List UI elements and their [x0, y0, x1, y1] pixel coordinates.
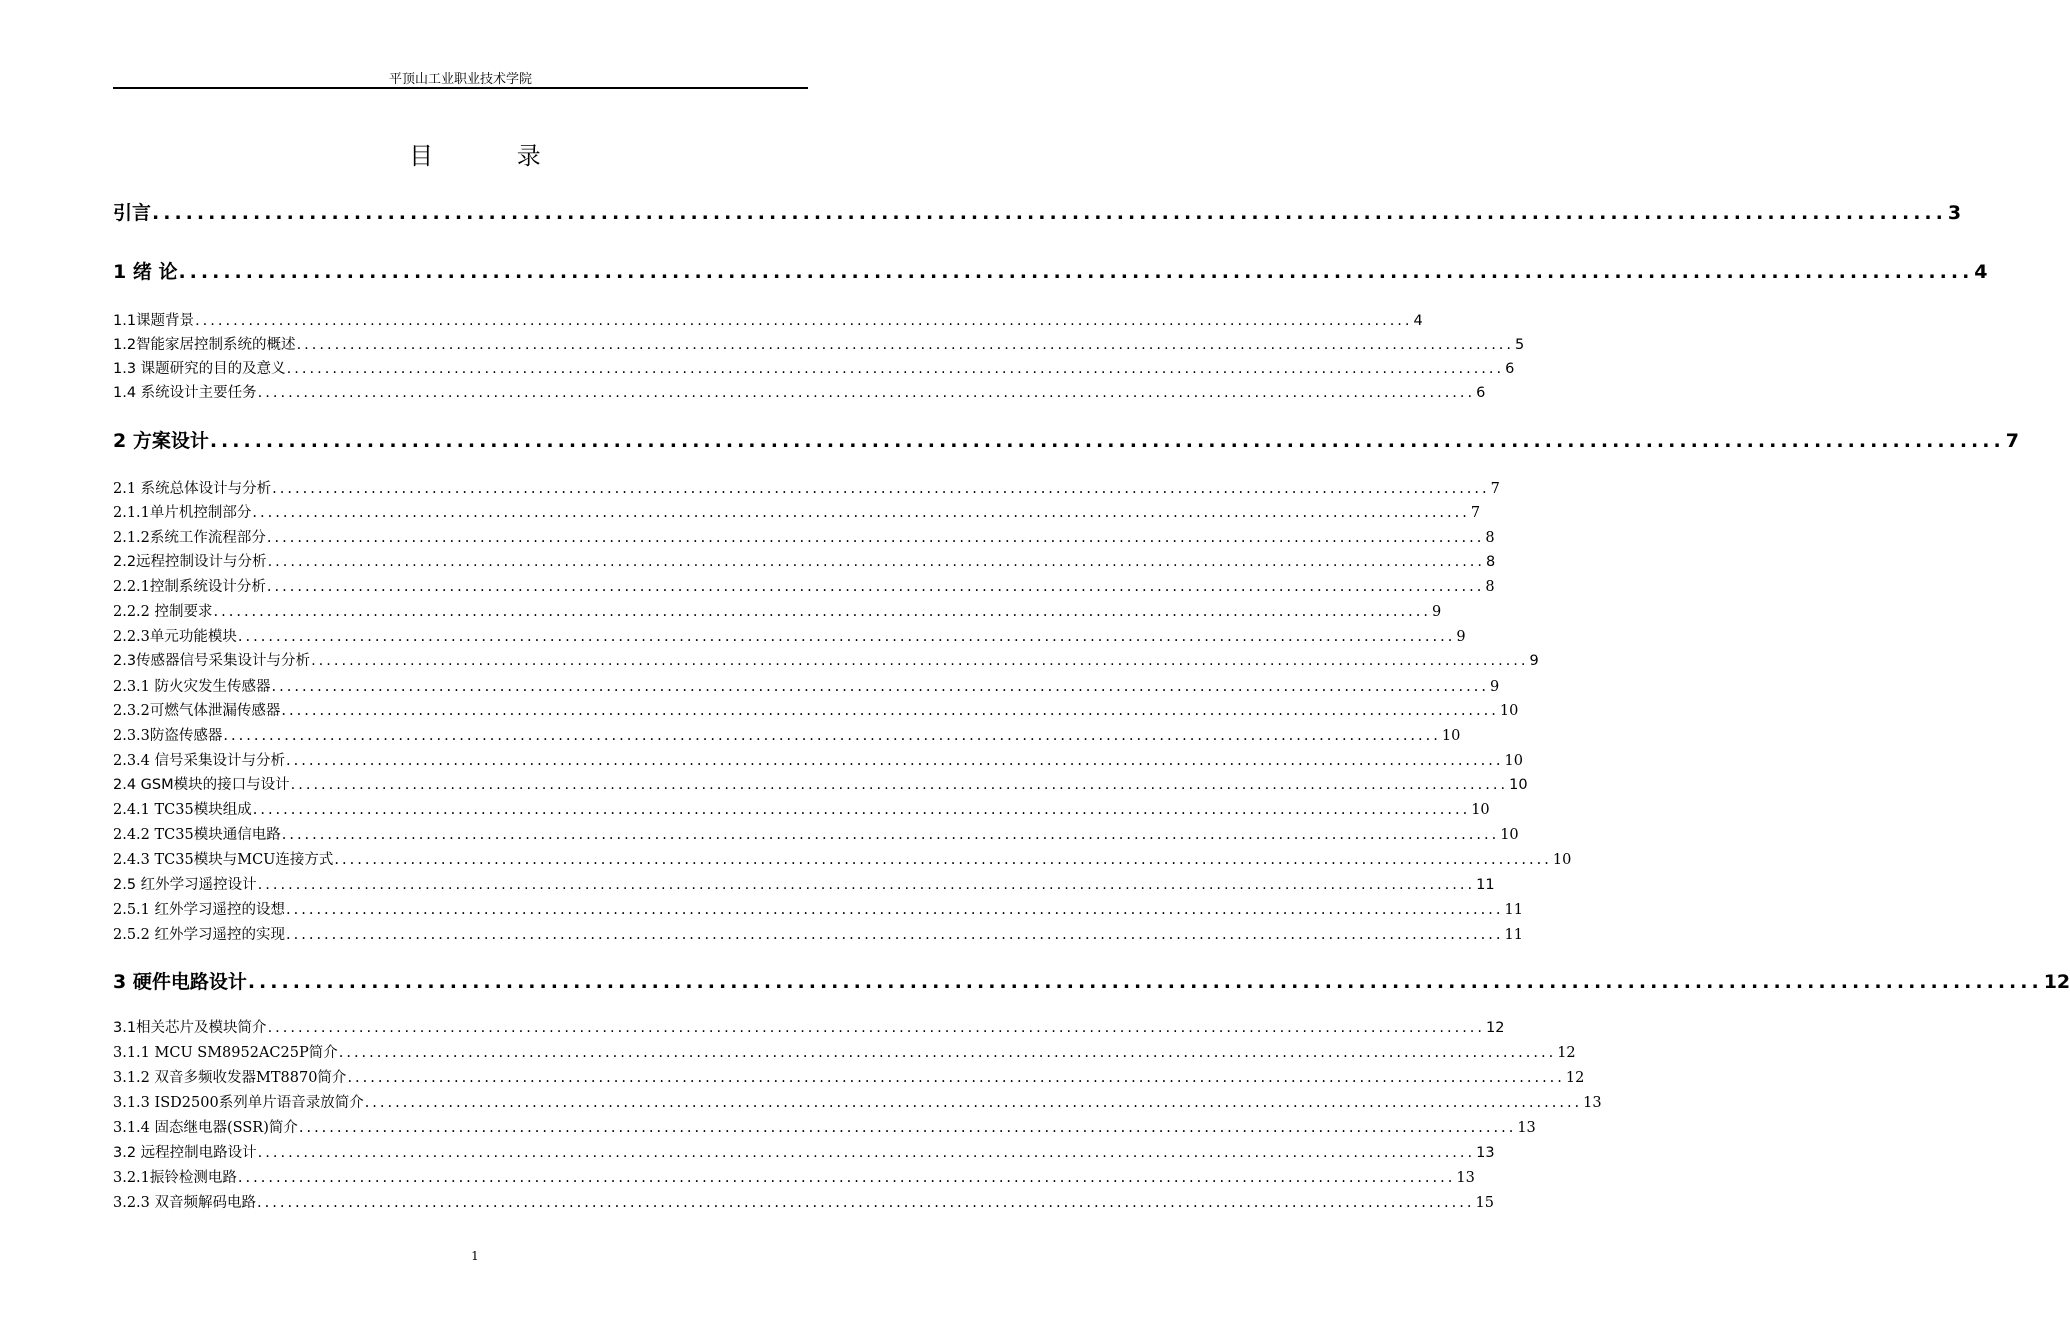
toc-entry-label: 2.3传感器信号采集设计与分析	[113, 653, 311, 669]
toc-entry-page: 5	[1515, 337, 1525, 353]
toc-entry-page: 10	[1504, 753, 1523, 769]
toc-entry-label: 1.1课题背景	[113, 313, 195, 329]
toc-entry-label: 3.2.3 双音频解码电路	[113, 1195, 257, 1211]
toc-entry[interactable]	[113, 1066, 1585, 1087]
toc-entry-label: 1.3 课题研究的目的及意义	[113, 361, 286, 377]
toc-leader: ................................................................................................................................................................	[257, 877, 1476, 893]
toc-entry-page: 3	[1947, 202, 1962, 224]
toc-entry-page: 8	[1485, 530, 1495, 546]
toc-entry-page: 8	[1485, 579, 1495, 595]
toc-entry-label: 3.2 远程控制电路设计	[113, 1145, 257, 1161]
page-header: 平顶山工业职业技术学院	[388, 72, 532, 87]
toc-leader: ................................................................................................................................................................	[271, 679, 1489, 695]
toc-entry-label: 2.3.2可燃气体泄漏传感器	[113, 703, 281, 719]
toc-entry-page: 10	[1499, 703, 1519, 719]
toc-entry-page: 10	[1552, 852, 1572, 868]
toc-entry-page: 12	[1565, 1070, 1585, 1086]
toc-entry-page: 8	[1486, 554, 1496, 570]
toc-leader: ................................................................................................................................................................	[298, 1120, 1517, 1136]
toc-leader: ................................................................................................................................................................	[286, 902, 1504, 918]
toc-entry[interactable]	[113, 724, 1461, 745]
toc-leader: ................................................................................................................................................................	[252, 505, 1470, 521]
toc-entry[interactable]	[113, 1091, 1602, 1112]
toc-entry-page: 7	[2005, 430, 2019, 452]
toc-leader: ................................................................................................................................................................	[195, 313, 1413, 329]
toc-leader: ................................................................................................................................................................	[152, 202, 1947, 224]
toc-leader: ................................................................................................................................................................	[257, 1145, 1476, 1161]
toc-leader: ................................................................................................................................................................	[296, 337, 1515, 353]
toc-entry[interactable]	[113, 823, 1519, 844]
toc-entry[interactable]	[113, 1041, 1576, 1062]
header-rule	[113, 87, 808, 89]
page-number: 1	[471, 1249, 479, 1263]
toc-entry-label: 2.3.1 防火灾发生传感器	[113, 679, 271, 695]
toc-entry-label: 1.2智能家居控制系统的概述	[113, 337, 296, 353]
toc-entry-label: 3.1.2 双音多频收发器MT8870简介	[113, 1070, 347, 1086]
toc-entry[interactable]	[113, 333, 1525, 354]
toc-leader: ................................................................................................................................................................	[338, 1045, 1557, 1061]
toc-entry[interactable]	[113, 1166, 1475, 1187]
toc-entry-page: 6	[1505, 361, 1515, 377]
toc-leader: ................................................................................................................................................................	[334, 852, 1552, 868]
toc-entry-page: 13	[1476, 1145, 1495, 1161]
toc-leader: ................................................................................................................................................................	[237, 629, 1456, 645]
toc-entry-page: 7	[1490, 481, 1500, 497]
toc-entry-page: 13	[1456, 1170, 1475, 1186]
toc-leader: ................................................................................................................................................................	[364, 1095, 1583, 1111]
toc-entry-label: 3 硬件电路设计	[113, 971, 247, 993]
toc-entry-label: 2.1 系统总体设计与分析	[113, 481, 272, 497]
toc-leader: ................................................................................................................................................................	[281, 703, 1499, 719]
toc-leader: ................................................................................................................................................................	[209, 430, 2005, 452]
toc-entry[interactable]	[113, 357, 1515, 378]
toc-leader: ................................................................................................................................................................	[267, 554, 1486, 570]
toc-entry-label: 1 绪 论	[113, 261, 178, 283]
toc-entry-label: 3.1相关芯片及模块简介	[113, 1020, 267, 1036]
toc-entry[interactable]	[113, 898, 1523, 919]
toc-entry[interactable]	[113, 675, 1500, 696]
toc-entry-page: 13	[1583, 1095, 1602, 1111]
toc-leader: ................................................................................................................................................................	[311, 653, 1529, 669]
toc-entry[interactable]	[113, 699, 1519, 720]
toc-entry-label: 3.2.1振铃检测电路	[113, 1170, 237, 1186]
toc-entry[interactable]	[113, 625, 1466, 646]
toc-entry-page: 9	[1529, 653, 1539, 669]
toc-entry-label: 2.4 GSM模块的接口与设计	[113, 777, 290, 793]
toc-entry-label: 2.2.2 控制要求	[113, 604, 213, 620]
toc-entry-page: 4	[1413, 313, 1423, 329]
toc-leader: ................................................................................................................................................................	[290, 777, 1509, 793]
toc-entry-label: 2.1.1单片机控制部分	[113, 505, 252, 521]
toc-leader: ................................................................................................................................................................	[286, 361, 1505, 377]
toc-entry-label: 2 方案设计	[113, 430, 209, 452]
toc-entry[interactable]	[113, 1116, 1536, 1137]
toc-leader: ................................................................................................................................................................	[286, 753, 1504, 769]
toc-entry-label: 2.2.3单元功能模块	[113, 629, 237, 645]
toc-entry-label: 2.2.1控制系统设计分析	[113, 579, 266, 595]
toc-entry-page: 9	[1431, 604, 1442, 620]
toc-entry[interactable]	[113, 477, 1500, 498]
toc-entry-label: 2.3.4 信号采集设计与分析	[113, 753, 286, 769]
toc-leader: ................................................................................................................................................................	[178, 261, 1974, 283]
toc-entry[interactable]	[113, 309, 1423, 330]
toc-entry[interactable]	[113, 873, 1495, 894]
toc-title: 目 录	[409, 142, 579, 170]
toc-entry-page: 12	[1486, 1020, 1505, 1036]
toc-leader: ................................................................................................................................................................	[257, 1195, 1475, 1211]
toc-entry-label: 引言	[113, 202, 152, 224]
toc-leader: ................................................................................................................................................................	[266, 530, 1485, 546]
toc-entry-page: 11	[1476, 877, 1495, 893]
toc-entry-label: 3.1.4 固态继电器(SSR)简介	[113, 1120, 298, 1136]
toc-entry-page: 10	[1500, 827, 1519, 843]
toc-entry-label: 2.1.2系统工作流程部分	[113, 530, 266, 546]
toc-leader: ................................................................................................................................................................	[267, 1020, 1486, 1036]
toc-leader: ................................................................................................................................................................	[213, 604, 1431, 620]
toc-leader: ................................................................................................................................................................	[252, 802, 1471, 818]
toc-entry-label: 2.5.1 红外学习遥控的设想	[113, 902, 286, 918]
toc-entry-label: 3.1.1 MCU SM8952AC25P简介	[113, 1045, 338, 1061]
toc-entry-page: 9	[1489, 679, 1500, 695]
toc-entry[interactable]	[113, 1191, 1494, 1212]
toc-entry-page: 10	[1509, 777, 1528, 793]
toc-entry-intro[interactable]	[113, 198, 1962, 225]
toc-entry-ch2[interactable]	[113, 426, 2019, 453]
toc-entry[interactable]	[113, 1141, 1495, 1162]
toc-entry-page: 11	[1504, 902, 1523, 918]
toc-leader: ................................................................................................................................................................	[237, 1170, 1456, 1186]
toc-entry-ch1[interactable]	[113, 257, 1988, 284]
toc-entry-ch3[interactable]	[113, 967, 2070, 994]
toc-entry-page: 4	[1974, 261, 1988, 283]
toc-leader: ................................................................................................................................................................	[266, 579, 1485, 595]
toc-entry-label: 2.4.3 TC35模块与MCU连接方式	[113, 852, 334, 868]
toc-entry-label: 3.1.3 ISD2500系列单片语音录放简介	[113, 1095, 364, 1111]
toc-entry-page: 11	[1504, 927, 1523, 943]
toc-leader: ................................................................................................................................................................	[281, 827, 1500, 843]
toc-entry[interactable]	[113, 798, 1490, 819]
toc-entry-page: 6	[1476, 385, 1486, 401]
toc-leader: ................................................................................................................................................................	[257, 385, 1476, 401]
toc-entry-label: 2.4.1 TC35模块组成	[113, 802, 252, 818]
toc-entry[interactable]	[113, 526, 1495, 547]
toc-entry[interactable]	[113, 773, 1528, 794]
toc-entry-label: 2.3.3防盗传感器	[113, 728, 223, 744]
toc-entry-page: 7	[1470, 505, 1481, 521]
toc-leader: ................................................................................................................................................................	[223, 728, 1441, 744]
toc-entry[interactable]	[113, 1016, 1505, 1037]
toc-entry[interactable]	[113, 575, 1495, 596]
toc-entry-label: 2.2远程控制设计与分析	[113, 554, 267, 570]
toc-entry[interactable]	[113, 381, 1486, 402]
toc-leader: ................................................................................................................................................................	[286, 927, 1504, 943]
toc-leader: ................................................................................................................................................................	[272, 481, 1490, 497]
toc-entry-page: 15	[1475, 1195, 1494, 1211]
toc-entry-page: 10	[1441, 728, 1461, 744]
toc-entry-page: 9	[1456, 629, 1466, 645]
toc-entry[interactable]	[113, 550, 1496, 571]
toc-entry-label: 2.5 红外学习遥控设计	[113, 877, 257, 893]
toc-entry-label: 2.4.2 TC35模块通信电路	[113, 827, 281, 843]
toc-entry-label: 1.4 系统设计主要任务	[113, 385, 257, 401]
toc-entry[interactable]	[113, 749, 1523, 770]
toc-entry-page: 13	[1517, 1120, 1536, 1136]
toc-entry-page: 12	[2043, 971, 2070, 993]
toc-leader: ................................................................................................................................................................	[347, 1070, 1565, 1086]
toc-entry-page: 12	[1557, 1045, 1576, 1061]
toc-entry-page: 10	[1471, 802, 1490, 818]
toc-entry[interactable]	[113, 649, 1539, 670]
toc-entry[interactable]	[113, 923, 1523, 944]
toc-entry[interactable]	[113, 600, 1442, 621]
toc-entry[interactable]	[113, 848, 1572, 869]
toc-entry-label: 2.5.2 红外学习遥控的实现	[113, 927, 286, 943]
toc-entry[interactable]	[113, 501, 1481, 522]
toc-leader: ................................................................................................................................................................	[247, 971, 2043, 993]
